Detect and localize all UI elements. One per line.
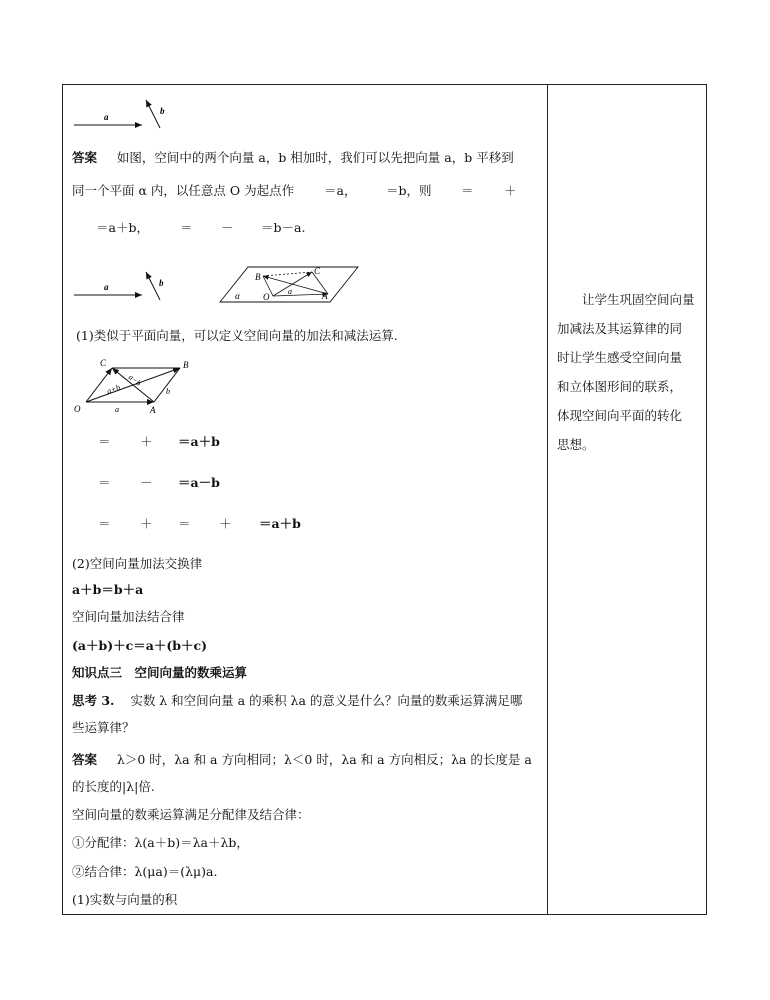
answer1-eq-a: ＝a，: [324, 183, 357, 198]
answer1-plus: ＋: [504, 183, 517, 198]
note-line-2: 加减法及其运算律的同: [557, 321, 683, 336]
parallelogram-figure: [70, 356, 200, 416]
vector-figure-1: [70, 92, 180, 132]
scalar-laws-title: 空间向量的数乘运算满足分配律及结合律：: [72, 807, 310, 822]
note-line-3: 时让学生感受空间向量: [557, 350, 683, 365]
fig2-C: C: [314, 266, 321, 276]
fig2-O: O: [263, 292, 270, 302]
fig3-a: a: [115, 405, 119, 414]
assoc-law-title: 空间向量加法结合律: [72, 609, 185, 624]
fig3-B: B: [183, 360, 189, 370]
answer1-minus: －: [221, 220, 234, 235]
answer1-text2: 同一个平面 α 内，以任意点 O 为起点作: [72, 183, 295, 198]
answer1-sum: ＝a＋b，: [96, 220, 149, 235]
eq1-part3: ＝a＋b: [178, 434, 220, 449]
eq2-part3: ＝a－b: [178, 475, 220, 490]
eq2-part1: ＝: [98, 475, 111, 490]
fig2-a: a: [288, 287, 292, 296]
fig2-label-a: a: [104, 282, 109, 292]
answer1-eq-b: ＝b，则: [386, 183, 432, 198]
fig2-A: A: [322, 291, 328, 301]
item-2-text: (2)空间向量加法交换律: [72, 556, 203, 571]
fig1-label-b: b: [160, 106, 165, 116]
think3-line2: 些运算律？: [72, 720, 135, 735]
answer2-line2: 的长度的|λ|倍.: [72, 779, 155, 794]
eq3-part2: ＋: [140, 516, 153, 531]
fig3-O: O: [74, 404, 81, 414]
commutative-law: a＋b＝b＋a: [72, 582, 144, 597]
answer1-line2: [72, 183, 517, 199]
answer2-text1: λ＞0 时，λa 和 a 方向相同；λ＜0 时，λa 和 a 方向相反；λa 的长度是 a: [116, 752, 532, 767]
item-1-text: (1)类似于平面向量，可以定义空间向量的加法和减法运算.: [76, 328, 398, 343]
eq2-part2: －: [140, 475, 153, 490]
item-scalar-product: (1)实数与向量的积: [72, 892, 178, 907]
equation-2: [98, 475, 220, 491]
fig3-apb: a+b: [105, 382, 122, 396]
fig3-amb: a−b: [126, 372, 143, 388]
fig3-A: A: [150, 405, 156, 415]
answer1-line1: [72, 150, 514, 166]
note-line-6: 思想。: [557, 437, 595, 452]
fig2-label-b: b: [159, 278, 164, 288]
note-line-1: 让学生巩固空间向量: [557, 292, 695, 307]
teaching-notes: [557, 285, 702, 459]
answer1-label: 答案: [72, 150, 98, 165]
eq3-part3: ＝: [178, 516, 191, 531]
eq3-part5: ＝a＋b: [259, 516, 301, 531]
eq1-part2: ＋: [140, 434, 153, 449]
equation-3: [98, 516, 301, 532]
answer1-line3: [96, 220, 306, 236]
distributive-law: ①分配律：λ(a＋b)＝λa＋λb，: [72, 835, 249, 850]
think3-label: 思考 3.: [72, 693, 115, 708]
table-frame: [62, 84, 707, 915]
answer1-diff: ＝b－a.: [261, 220, 306, 235]
knowledge-point-3: 知识点三 空间向量的数乘运算: [72, 665, 248, 680]
fig3-C: C: [100, 358, 107, 368]
note-line-5: 体现空间向平面的转化: [557, 408, 683, 423]
fig2-alpha: α: [235, 291, 240, 301]
answer1-eq-c: ＝: [461, 183, 474, 198]
eq1-part1: ＝: [98, 434, 111, 449]
fig1-label-a: a: [104, 112, 109, 122]
note-line-4: 和立体图形间的联系，: [557, 379, 683, 394]
vector-figure-2: [70, 262, 370, 307]
fig2-B: B: [255, 272, 261, 282]
think3-line1: [72, 693, 522, 709]
column-divider: [547, 84, 548, 915]
equation-1: [98, 434, 220, 450]
think3-text1: 实数 λ 和空间向量 a 的乘积 λa 的意义是什么？向量的数乘运算满足哪: [130, 693, 523, 708]
answer1-text1: 如图，空间中的两个向量 a，b 相加时，我们可以先把向量 a，b 平移到: [116, 150, 514, 165]
eq3-part4: ＋: [219, 516, 232, 531]
answer2-line1: [72, 752, 532, 768]
fig3-b: b: [166, 387, 170, 396]
assoc-law: (a＋b)＋c＝a＋(b＋c): [72, 638, 208, 653]
scalar-assoc-law: ②结合律：λ(μa)＝(λμ)a.: [72, 864, 218, 879]
eq3-part1: ＝: [98, 516, 111, 531]
answer2-label: 答案: [72, 752, 98, 767]
answer1-eq-d: ＝: [180, 220, 193, 235]
